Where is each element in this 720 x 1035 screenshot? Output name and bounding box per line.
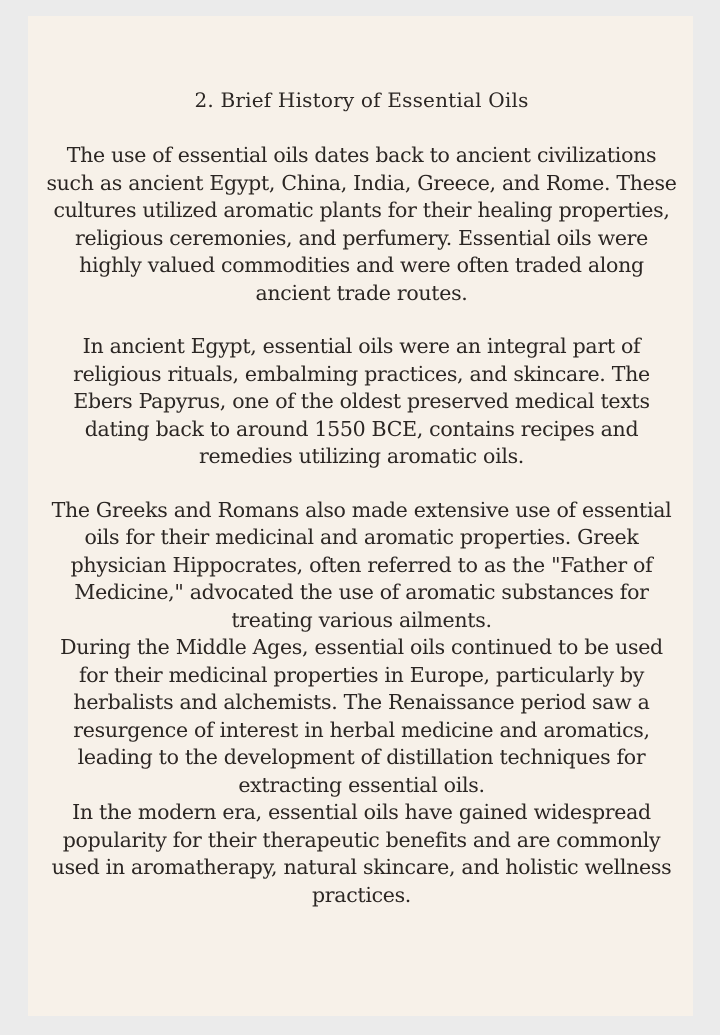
paragraph-greeks-romans: The Greeks and Romans also made extensive use of essential oils for their medicinal and aromatic properties. Greek physician Hippocrates, often referred to as the "Father of Medicine," advocated the use of aromatic substances for treating various ailments. xyxy=(51,497,672,632)
paragraph-middle-ages: During the Middle Ages, essential oils continued to be used for their medicinal properties in Europe, particularly by herbalists and alchemists. The Renaissance period saw a resurgence of interest in herbal medicine and aromatics, leading to the development of distillation techniques for extracting essential oils. xyxy=(60,635,663,797)
paragraph-modern-era: In the modern era, essential oils have gained widespread popularity for their therapeutic benefits and are commonly used in aromatherapy, natural skincare, and holistic wellness practices. xyxy=(51,800,672,907)
paragraph-intro: The use of essential oils dates back to ancient civilizations such as ancient Egypt, China, India, Greece, and Rome. These cultures utilized aromatic plants for their healing properties, religious ceremonies, and perfumery. Essential oils were highly valued commodities and were often traded along ancient trade routes. xyxy=(46,143,677,305)
paragraph-egypt: In ancient Egypt, essential oils were an integral part of religious rituals, embalming practices, and skincare. The Ebers Papyrus, one of the oldest preserved medical texts dating back to around 1550 BCE, contains recipes and remedies utilizing aromatic oils. xyxy=(73,334,650,468)
document-page xyxy=(28,16,693,1016)
section-title: 2. Brief History of Essential Oils xyxy=(194,88,529,112)
document-content xyxy=(44,86,679,909)
